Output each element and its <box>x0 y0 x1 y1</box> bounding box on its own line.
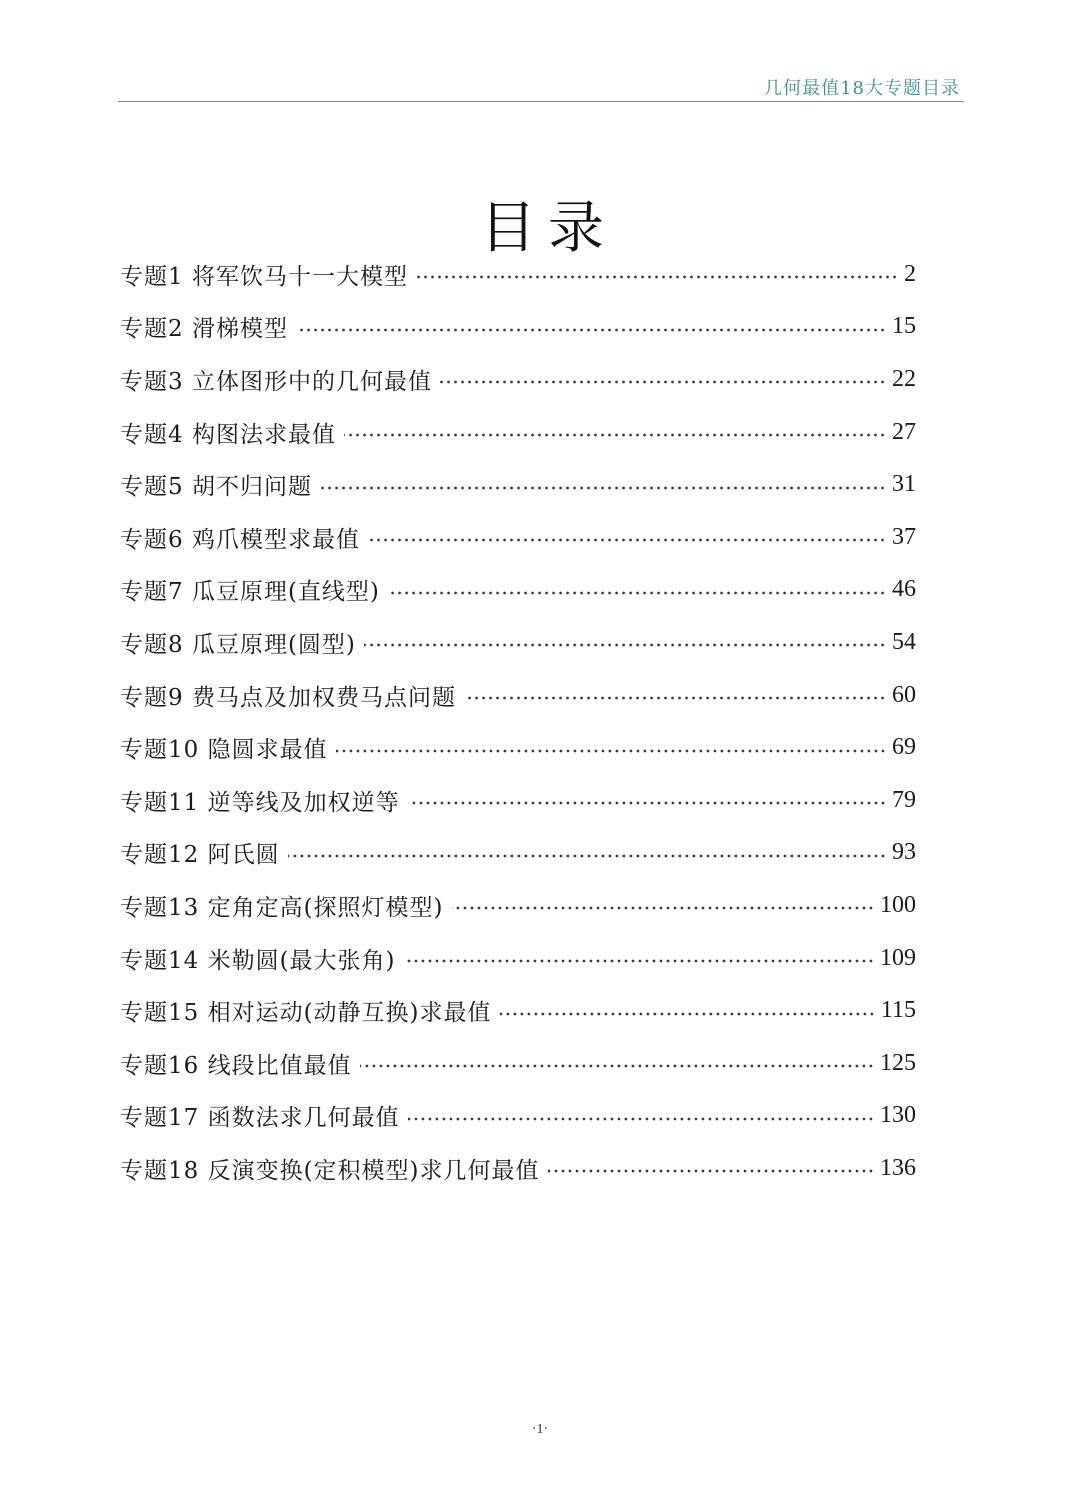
toc-entry-label: 专题14 米勒圆(最大张角) <box>120 947 396 974</box>
toc-entry-7[interactable] <box>120 564 916 617</box>
toc-entry-1[interactable] <box>120 248 916 301</box>
toc-entry-16[interactable] <box>120 1037 916 1090</box>
toc-entry-page: 31 <box>892 471 916 498</box>
toc-leader-dots <box>344 431 886 439</box>
toc-entry-9[interactable] <box>120 669 916 722</box>
toc-entry-label: 专题9 费马点及加权费马点问题 <box>120 684 456 711</box>
toc-entry-6[interactable] <box>120 511 916 564</box>
toc-leader-dots <box>500 1010 875 1018</box>
toc-entry-15[interactable] <box>120 984 916 1037</box>
toc-entry-label: 专题3 立体图形中的几何最值 <box>120 368 432 395</box>
toc-entry-label: 专题15 相对运动(动静互换)求最值 <box>120 1000 492 1027</box>
toc-entry-page: 37 <box>892 523 916 550</box>
toc-leader-dots <box>416 273 898 281</box>
page-number: ·1· <box>531 1422 549 1437</box>
toc-entry-8[interactable] <box>120 616 916 669</box>
toc-leader-dots <box>408 799 886 807</box>
toc-entry-label: 专题12 阿氏圆 <box>120 842 280 869</box>
toc-entry-page: 136 <box>880 1154 916 1181</box>
toc-entry-label: 专题13 定角定高(探照灯模型) <box>120 894 444 921</box>
toc-entry-label: 专题16 线段比值最值 <box>120 1052 352 1079</box>
toc-entry-page: 93 <box>892 839 916 866</box>
table-of-contents <box>120 248 916 1195</box>
toc-leader-dots <box>288 852 886 860</box>
toc-entry-page: 130 <box>880 1102 916 1129</box>
toc-entry-13[interactable] <box>120 879 916 932</box>
toc-entry-11[interactable] <box>120 774 916 827</box>
toc-entry-label: 专题6 鸡爪模型求最值 <box>120 526 360 553</box>
toc-entry-label: 专题11 逆等线及加权逆等 <box>120 789 400 816</box>
header-rule <box>118 101 964 102</box>
toc-leader-dots <box>296 326 886 334</box>
toc-entry-page: 60 <box>892 681 916 708</box>
toc-entry-3[interactable] <box>120 353 916 406</box>
toc-entry-page: 54 <box>892 628 916 655</box>
toc-entry-18[interactable] <box>120 1142 916 1195</box>
toc-entry-17[interactable] <box>120 1090 916 1143</box>
toc-leader-dots <box>364 641 886 649</box>
toc-leader-dots <box>464 694 886 702</box>
toc-entry-10[interactable] <box>120 721 916 774</box>
toc-entry-page: 125 <box>880 1049 916 1076</box>
toc-entry-4[interactable] <box>120 406 916 459</box>
toc-entry-label: 专题4 构图法求最值 <box>120 421 336 448</box>
toc-leader-dots <box>388 589 886 597</box>
toc-entry-page: 15 <box>892 313 916 340</box>
toc-entry-label: 专题8 瓜豆原理(圆型) <box>120 631 356 658</box>
toc-entry-page: 27 <box>892 418 916 445</box>
page-title: 目录 <box>480 195 616 261</box>
toc-leader-dots <box>440 378 886 386</box>
toc-leader-dots <box>368 536 886 544</box>
toc-entry-label: 专题5 胡不归问题 <box>120 474 312 501</box>
toc-leader-dots <box>452 904 874 912</box>
toc-entry-2[interactable] <box>120 301 916 354</box>
toc-entry-page: 46 <box>892 576 916 603</box>
toc-entry-page: 69 <box>892 734 916 761</box>
toc-entry-label: 专题7 瓜豆原理(直线型) <box>120 579 380 606</box>
toc-entry-5[interactable] <box>120 458 916 511</box>
toc-entry-page: 100 <box>880 891 916 918</box>
toc-entry-page: 22 <box>892 365 916 392</box>
running-header: 几何最值18大专题目录 <box>764 78 960 99</box>
toc-entry-page: 79 <box>892 786 916 813</box>
toc-leader-dots <box>360 1062 874 1070</box>
toc-leader-dots <box>320 484 886 492</box>
toc-entry-12[interactable] <box>120 827 916 880</box>
toc-entry-label: 专题18 反演变换(定积模型)求几何最值 <box>120 1157 540 1184</box>
toc-leader-dots <box>404 957 874 965</box>
toc-entry-label: 专题2 滑梯模型 <box>120 316 288 343</box>
toc-entry-label: 专题10 隐圆求最值 <box>120 737 328 764</box>
toc-leader-dots <box>408 1115 874 1123</box>
toc-entry-14[interactable] <box>120 932 916 985</box>
toc-entry-page: 115 <box>880 997 916 1024</box>
toc-leader-dots <box>336 747 886 755</box>
toc-entry-label: 专题1 将军饮马十一大模型 <box>120 263 408 290</box>
toc-leader-dots <box>548 1167 874 1175</box>
toc-entry-page: 109 <box>880 944 916 971</box>
toc-entry-label: 专题17 函数法求几何最值 <box>120 1105 400 1132</box>
toc-entry-page: 2 <box>904 260 916 287</box>
